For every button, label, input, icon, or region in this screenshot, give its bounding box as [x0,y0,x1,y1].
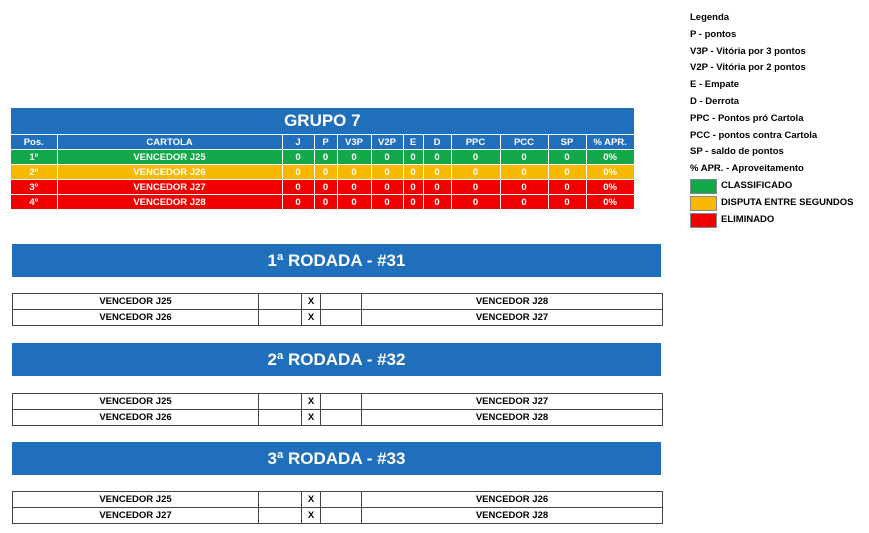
group-title: GRUPO 7 [11,108,634,135]
header-e: E [403,135,423,150]
away-score [321,410,362,426]
ppc-cell: 0 [451,165,500,180]
e-cell: 0 [403,150,423,165]
ppc-cell: 0 [451,150,500,165]
pcc-cell: 0 [500,180,548,195]
legend-item: V3P - Vitória por 3 pontos [690,45,806,57]
match-row [13,508,663,524]
home-team: VENCEDOR J26 [13,310,259,326]
table-row [11,195,634,210]
legend-swatch-label: CLASSIFICADO [721,180,793,192]
e-cell: 0 [403,180,423,195]
home-score [259,310,302,326]
team-cell: VENCEDOR J28 [57,195,282,210]
match-row [13,492,663,508]
home-score [259,508,302,524]
match-row [13,410,663,426]
legend-item: PPC - Pontos pró Cartola [690,112,804,124]
legend-swatch-row [690,195,865,212]
e-cell: 0 [403,165,423,180]
apr-cell: 0% [586,165,634,180]
table-row [11,180,634,195]
away-score [321,508,362,524]
pos-cell: 1º [11,150,57,165]
header-pcc: PCC [500,135,548,150]
sp-cell: 0 [548,165,586,180]
header-p: P [314,135,337,150]
team-cell: VENCEDOR J27 [57,180,282,195]
match-row [13,310,663,326]
away-score [321,492,362,508]
round-1-title: 1ª RODADA - #31 [12,244,661,277]
pcc-cell: 0 [500,195,548,210]
v3p-cell: 0 [337,180,371,195]
header-d: D [423,135,451,150]
table-row [11,165,634,180]
v3p-cell: 0 [337,165,371,180]
team-cell: VENCEDOR J25 [57,150,282,165]
header-v2p: V2P [371,135,403,150]
header-v3p: V3P [337,135,371,150]
legend [690,10,865,229]
e-cell: 0 [403,195,423,210]
apr-cell: 0% [586,195,634,210]
home-score [259,294,302,310]
legend-swatch-label: DISPUTA ENTRE SEGUNDOS [721,197,854,209]
header-ppc: PPC [451,135,500,150]
away-score [321,310,362,326]
sp-cell: 0 [548,150,586,165]
match-row [13,294,663,310]
vs-label: X [302,394,321,410]
legend-swatch-row [690,212,865,229]
table-header-row [11,135,634,150]
apr-cell: 0% [586,150,634,165]
home-score [259,492,302,508]
home-team: VENCEDOR J25 [13,394,259,410]
classified-swatch [690,179,717,194]
round-1-matches [12,293,663,326]
team-cell: VENCEDOR J26 [57,165,282,180]
away-score [321,294,362,310]
away-team: VENCEDOR J28 [362,508,663,524]
j-cell: 0 [282,165,314,180]
vs-label: X [302,508,321,524]
d-cell: 0 [423,150,451,165]
round-2-matches [12,393,663,426]
d-cell: 0 [423,165,451,180]
vs-label: X [302,294,321,310]
home-team: VENCEDOR J25 [13,492,259,508]
round-2-title: 2ª RODADA - #32 [12,343,661,376]
ppc-cell: 0 [451,195,500,210]
vs-label: X [302,410,321,426]
legend-item: % APR. - Aproveitamento [690,163,804,175]
header-cartola: CARTOLA [57,135,282,150]
eliminated-swatch [690,213,717,228]
pos-cell: 4º [11,195,57,210]
vs-label: X [302,492,321,508]
pos-cell: 2º [11,165,57,180]
second-place-swatch [690,196,717,211]
legend-swatch-label: ELIMINADO [721,214,775,226]
legend-item: E - Empate [690,79,740,91]
away-team: VENCEDOR J28 [362,410,663,426]
legend-swatch-row [690,178,865,195]
away-team: VENCEDOR J28 [362,294,663,310]
v2p-cell: 0 [371,150,403,165]
away-team: VENCEDOR J27 [362,394,663,410]
p-cell: 0 [314,165,337,180]
pos-cell: 3º [11,180,57,195]
j-cell: 0 [282,180,314,195]
match-row [13,394,663,410]
header-apr: % APR. [586,135,634,150]
j-cell: 0 [282,195,314,210]
d-cell: 0 [423,195,451,210]
p-cell: 0 [314,150,337,165]
legend-item: D - Derrota [690,95,740,107]
header-pos: Pos. [11,135,57,150]
ppc-cell: 0 [451,180,500,195]
v2p-cell: 0 [371,195,403,210]
legend-title: Legenda [690,12,730,23]
away-team: VENCEDOR J27 [362,310,663,326]
round-3-matches [12,491,663,524]
j-cell: 0 [282,150,314,165]
pcc-cell: 0 [500,150,548,165]
home-score [259,410,302,426]
apr-cell: 0% [586,180,634,195]
home-score [259,394,302,410]
pcc-cell: 0 [500,165,548,180]
legend-item: P - pontos [690,28,737,40]
away-score [321,394,362,410]
v2p-cell: 0 [371,180,403,195]
table-row [11,150,634,165]
standings-table [11,108,635,210]
v3p-cell: 0 [337,195,371,210]
legend-item: PCC - pontos contra Cartola [690,129,818,141]
home-team: VENCEDOR J26 [13,410,259,426]
header-j: J [282,135,314,150]
round-3-title: 3ª RODADA - #33 [12,442,661,475]
legend-item: V2P - Vitória por 2 pontos [690,62,806,74]
d-cell: 0 [423,180,451,195]
v3p-cell: 0 [337,150,371,165]
home-team: VENCEDOR J25 [13,294,259,310]
v2p-cell: 0 [371,165,403,180]
away-team: VENCEDOR J26 [362,492,663,508]
header-sp: SP [548,135,586,150]
home-team: VENCEDOR J27 [13,508,259,524]
legend-item: SP - saldo de pontos [690,146,784,158]
vs-label: X [302,310,321,326]
p-cell: 0 [314,180,337,195]
sp-cell: 0 [548,180,586,195]
sp-cell: 0 [548,195,586,210]
p-cell: 0 [314,195,337,210]
